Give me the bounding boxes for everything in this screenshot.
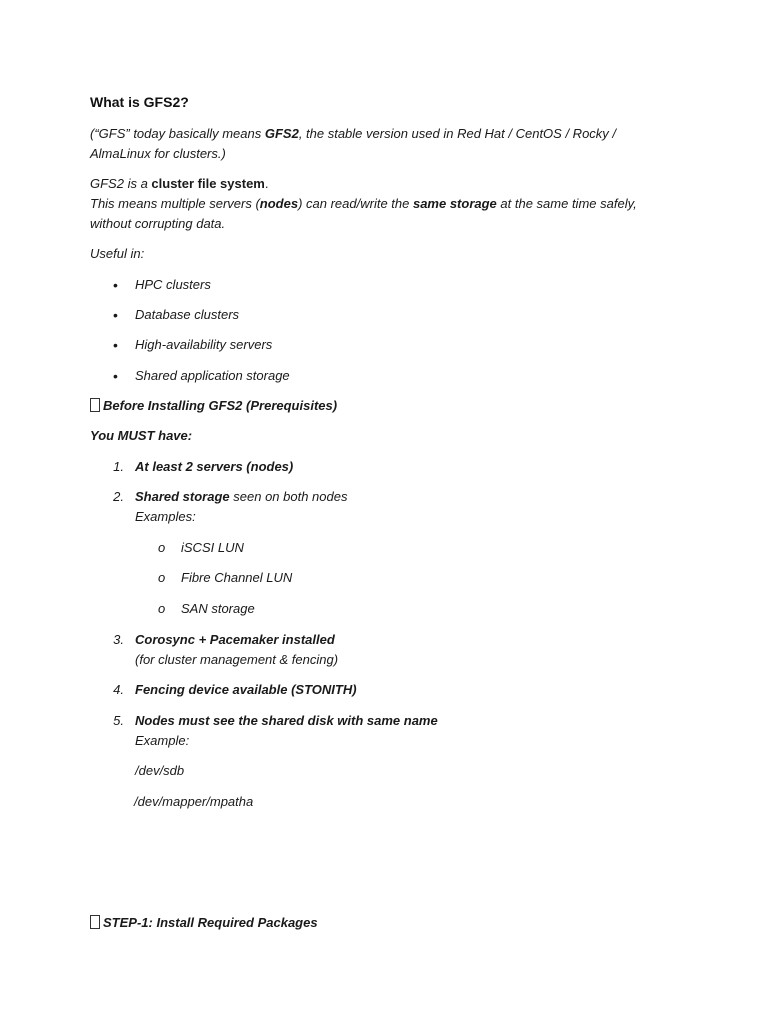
list-item: HPC clusters — [135, 277, 211, 292]
bullet-marker: • — [113, 337, 118, 353]
numbered-item: At least 2 servers (nodes) — [135, 459, 294, 474]
intro-paragraph: (“GFS” today basically means GFS2, the stable version used in Red Hat / CentOS / Rocky / AlmaLinux for clusters.) — [90, 126, 617, 161]
list-item: High-availability servers — [135, 337, 273, 352]
bullet-marker: • — [113, 307, 118, 323]
placeholder-glyph-icon — [90, 915, 100, 929]
numbered-item: Corosync + Pacemaker installed — [135, 632, 335, 647]
examples-label: Examples: — [135, 509, 196, 524]
step1-heading: STEP-1: Install Required Packages — [90, 913, 672, 933]
device-path: /dev/mapper/mpatha — [134, 794, 254, 809]
useful-in-label: Useful in: — [90, 246, 145, 261]
list-number: 4. — [113, 682, 124, 697]
list-number: 2. — [113, 489, 124, 504]
list-item: Database clusters — [135, 307, 240, 322]
page-title: What is GFS2? — [90, 94, 189, 110]
sub-bullet-marker: o — [158, 570, 166, 585]
must-have-label: You MUST have: — [90, 428, 193, 443]
storage-example: Fibre Channel LUN — [181, 570, 293, 585]
list-item: Shared application storage — [135, 368, 290, 383]
item-note: (for cluster management & fencing) — [135, 652, 339, 667]
prerequisites-heading: Before Installing GFS2 (Prerequisites) — [90, 396, 672, 416]
storage-example: SAN storage — [181, 601, 255, 616]
storage-example: iSCSI LUN — [181, 540, 244, 555]
example-label: Example: — [135, 733, 190, 748]
device-path: /dev/sdb — [135, 763, 185, 778]
definition-paragraph: GFS2 is a cluster file system. — [90, 176, 269, 191]
explanation-paragraph: This means multiple servers (nodes) can read/write the same storage at the same time safely, without corrupting data. — [90, 196, 637, 231]
numbered-item: Nodes must see the shared disk with same name — [135, 713, 438, 728]
numbered-item: Fencing device available (STONITH) — [135, 682, 357, 697]
sub-bullet-marker: o — [158, 540, 166, 555]
list-number: 3. — [113, 632, 124, 647]
numbered-item: Shared storage seen on both nodes — [135, 489, 348, 504]
list-number: 1. — [113, 459, 124, 474]
bullet-marker: • — [113, 368, 118, 384]
list-number: 5. — [113, 713, 124, 728]
bullet-marker: • — [113, 277, 118, 293]
sub-bullet-marker: o — [158, 601, 166, 616]
placeholder-glyph-icon — [90, 398, 100, 412]
